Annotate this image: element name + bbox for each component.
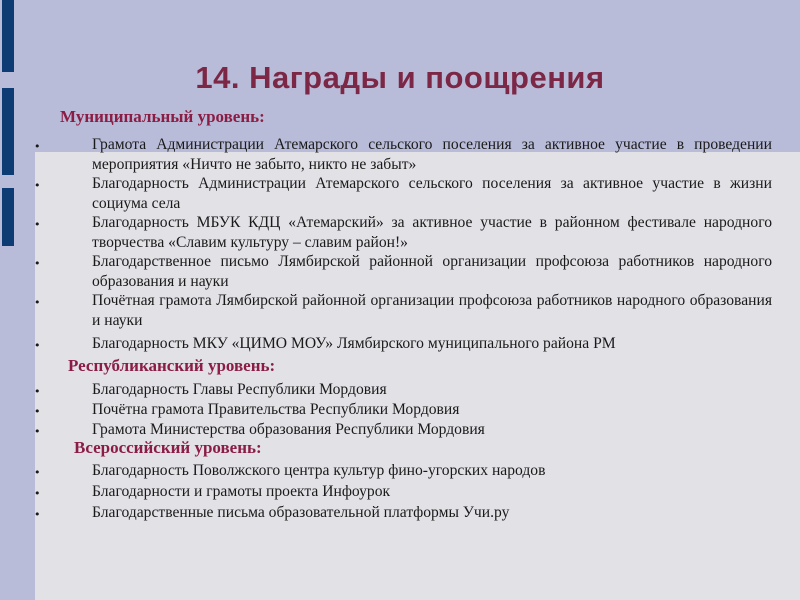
list-item: Благодарность МКУ «ЦИМО МОУ» Лямбирского муниципального района РМ [92,335,616,352]
bullet-icon: • [34,179,41,192]
bullet-icon: • [34,487,41,500]
bullet-icon: • [34,339,41,352]
bullet-icon: • [34,296,41,309]
decor-strip-2 [2,88,14,175]
bullet-icon: • [34,385,41,398]
section-heading-municipal: Муниципальный уровень: [60,107,265,126]
bullet-icon: • [34,140,41,153]
list-item: Благодарности и грамоты проекта Инфоурок [92,483,391,500]
bullet-icon: • [34,425,41,438]
list-item: Грамота Министерства образования Республики Мордовия [92,421,485,438]
list-item: Благодарность МБУК КДЦ «Атемарский» за активное участие в районном фестивале народного творчества «Славим культуру – славим район!» [92,214,772,251]
list-item: Благодарность Поволжского центра культур фино-угорских народов [92,462,546,479]
list-item: Благодарственные письма образовательной платформы Учи.ру [92,504,510,521]
bullet-icon: • [34,218,41,231]
section-heading-republican: Республиканский уровень: [68,356,276,375]
bullet-icon: • [34,466,41,479]
bullet-icon: • [34,257,41,270]
list-item: Благодарность Администрации Атемарского сельского поселения за активное участие в жизни социума села [92,175,772,212]
bullet-icon: • [34,508,41,521]
decor-strip-3 [2,188,14,246]
list-item: Почётна грамота Правительства Республики Мордовия [92,401,460,418]
list-item: Благодарственное письмо Лямбирской районной организации профсоюза работников народного образования и науки [92,253,772,290]
list-item: Грамота Администрации Атемарского сельского поселения за активное участие в проведении мероприятия «Ничто не забыто, никто не забыт» [92,136,772,173]
list-item: Благодарность Главы Республики Мордовия [92,381,387,398]
bullet-icon: • [34,405,41,418]
section-heading-all-russian: Всероссийский уровень: [74,438,262,457]
slide-title: 14. Награды и поощрения [195,60,605,95]
list-item: Почётная грамота Лямбирской районной организации профсоюза работников народного образования и науки [92,292,772,329]
